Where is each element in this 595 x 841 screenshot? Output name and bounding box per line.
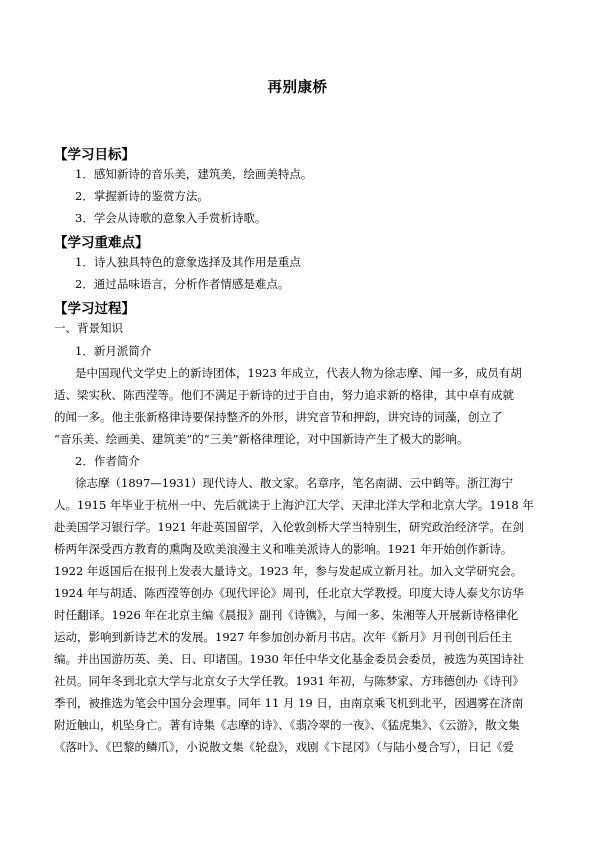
paragraph-line: 赴美国学习银行学。1921 年赴英国留学，入伦敦剑桥大学当特别生，研究政治经济学。在剑 bbox=[54, 520, 524, 534]
paragraph-line: 季刊，被推选为笔会中国分会理事。同年 11 月 19 日，由南京乘飞机到北平，因遇雾在济南 bbox=[54, 696, 524, 710]
page-title: 再别康桥 bbox=[267, 80, 328, 96]
key-points-heading: 【学习重难点】 bbox=[54, 235, 149, 251]
paragraph-line: 社员。同年冬到北京大学与北京女子大学任教。1931 年初，与陈梦家、方玮德创办《诗刊》 bbox=[54, 674, 524, 688]
paragraph-line: 1924 年与胡适、陈西滢等创办《现代评论》周刊，任北京大学教授。印度大诗人泰戈尔访华 bbox=[54, 586, 524, 600]
objective-item: 1．感知新诗的音乐美，建筑美，绘画美特点。 bbox=[75, 167, 313, 181]
paragraph-line: 附近触山，机坠身亡。著有诗集《志摩的诗》、《翡冷翠的一夜》、《猛虎集》、《云游》，散文集 bbox=[54, 718, 520, 732]
paragraph-line: 运动，影响到新诗艺术的发展。1927 年参加创办新月书店。次年《新月》月刊创刊后任主 bbox=[54, 630, 513, 644]
paragraph-line: 适、梁实秋、陈西滢等。他们不满足于新诗的过于自由，努力追求新的格律，其中卓有成就 bbox=[54, 388, 514, 402]
subsection-title: 2．作者简介 bbox=[75, 454, 140, 468]
paragraph-line: “音乐美、绘画美、建筑美”的“三美”新格律理论，对中国新诗产生了极大的影响。 bbox=[54, 432, 469, 446]
paragraph-line: 时任翻译。1926 年在北京主编《晨报》副刊《诗镌》，与闻一多、朱湘等人开展新诗格律化 bbox=[54, 608, 519, 622]
objective-item: 3．学会从诗歌的意象入手赏析诗歌。 bbox=[75, 211, 267, 225]
paragraph-line: 1922 年返国后在报刊上发表大量诗文。1923 年，参与发起成立新月社。加入文学研究会。 bbox=[54, 564, 523, 578]
objective-item: 2．掌握新诗的鉴赏方法。 bbox=[75, 189, 209, 203]
key-point-item: 2．通过品味语言，分析作者情感是难点。 bbox=[75, 277, 290, 291]
paragraph-line: 桥两年深受西方教育的熏陶及欧美浪漫主义和唯美派诗人的影响。1921 年开始创作新诗。 bbox=[54, 542, 513, 556]
paragraph-line: 的闻一多。他主张新格律诗要保持整齐的外形，讲究音节和押韵，讲究诗的词藻，创立了 bbox=[54, 410, 503, 424]
key-point-item: 1．诗人独具特色的意象选择及其作用是重点 bbox=[75, 255, 301, 269]
paragraph-line: 人。1915 年毕业于杭州一中、先后就读于上海沪江大学、天津北洋大学和北京大学。1918 年 bbox=[54, 498, 534, 512]
paragraph-line: 徐志摩（1897—1931）现代诗人、散文家。名章序，笔名南湖、云中鹤等。浙江海宁 bbox=[75, 476, 514, 490]
process-heading: 【学习过程】 bbox=[54, 301, 135, 317]
paragraph-line: 《落叶》、《巴黎的鳞爪》，小说散文集《轮盘》，戏剧《卞昆冈》（与陆小曼合写），日记《爱 bbox=[54, 740, 514, 754]
paragraph-line: 编。并出国游历英、美、日、印诸国。1930 年任中华文化基金委员会委员，被选为英国诗社 bbox=[54, 652, 524, 666]
paragraph-line: 是中国现代文学史上的新诗团体，1923 年成立，代表人物为徐志摩、闻一多，成员有胡 bbox=[75, 366, 522, 380]
section-background-knowledge: 一、背景知识 bbox=[54, 321, 123, 335]
subsection-title: 1．新月派简介 bbox=[75, 344, 152, 358]
objectives-heading: 【学习目标】 bbox=[54, 147, 135, 163]
